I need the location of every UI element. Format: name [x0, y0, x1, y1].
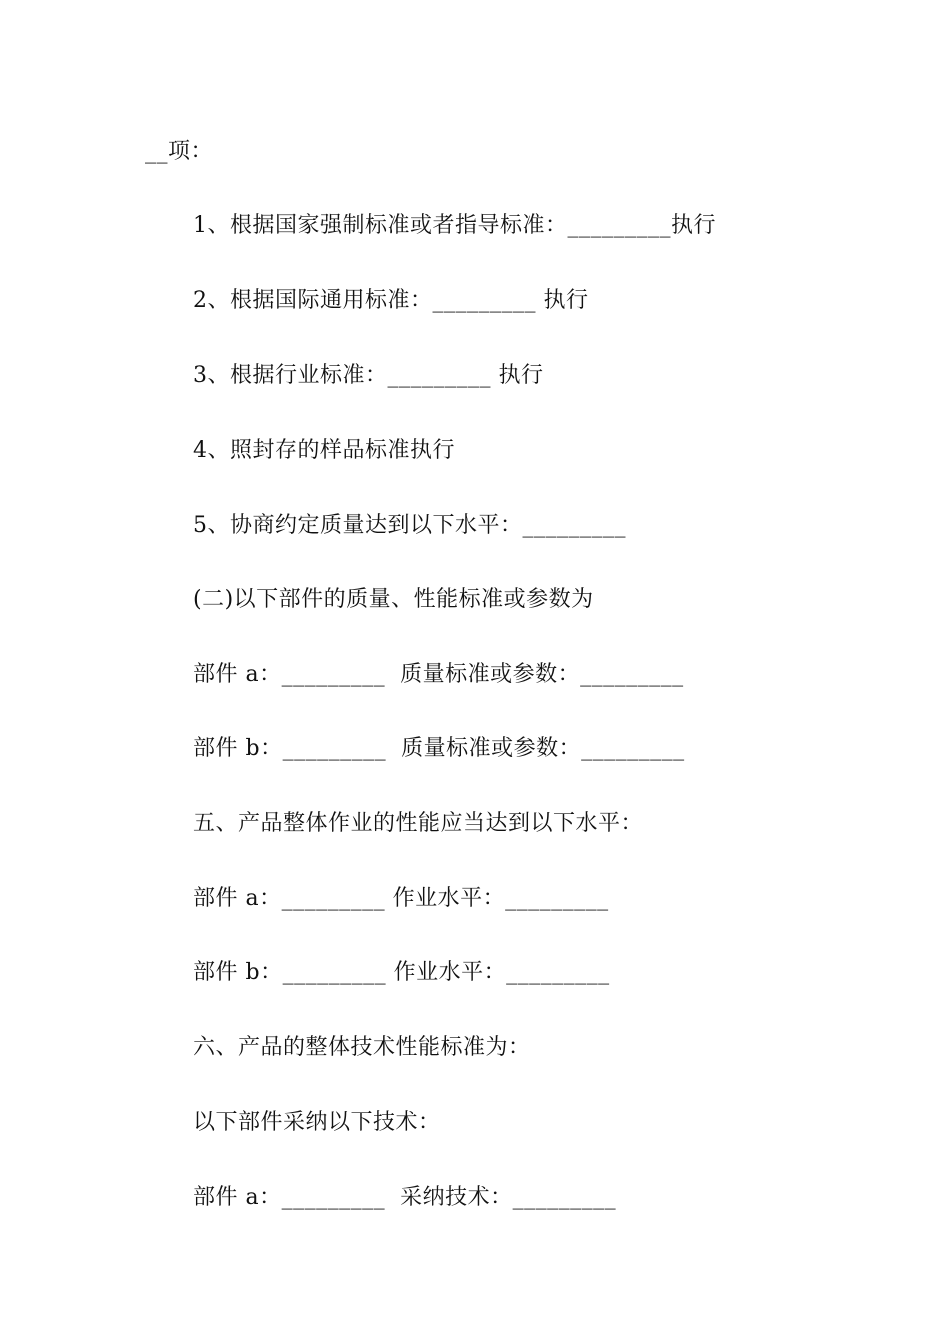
- section-five-heading: 五、产品整体作业的性能应当达到以下水平：: [193, 811, 644, 836]
- standard-option-2: 2、根据国际通用标准：_________ 执行: [193, 288, 589, 313]
- standard-option-1: 1、根据国家强制标准或者指导标准：_________执行: [193, 213, 716, 238]
- part-b-work-level: 部件 b：_________ 作业水平：_________: [193, 960, 610, 985]
- section-parts-quality: (二)以下部件的质量、性能标准或参数为: [193, 587, 594, 612]
- standard-option-3: 3、根据行业标准：_________ 执行: [193, 363, 544, 388]
- standard-option-4: 4、照封存的样品标准执行: [193, 438, 455, 463]
- part-b-quality: 部件 b：_________ 质量标准或参数：_________: [193, 736, 685, 761]
- part-a-quality: 部件 a：_________ 质量标准或参数：_________: [193, 662, 684, 687]
- part-a-technology: 部件 a：_________ 采纳技术：_________: [193, 1185, 617, 1210]
- tech-intro: 以下部件采纳以下技术：: [193, 1110, 441, 1135]
- item-heading: __项：: [145, 139, 214, 164]
- part-a-work-level: 部件 a：_________ 作业水平：_________: [193, 886, 609, 911]
- standard-option-5: 5、协商约定质量达到以下水平：_________: [193, 513, 626, 538]
- section-six-heading: 六、产品的整体技术性能标准为：: [193, 1035, 531, 1060]
